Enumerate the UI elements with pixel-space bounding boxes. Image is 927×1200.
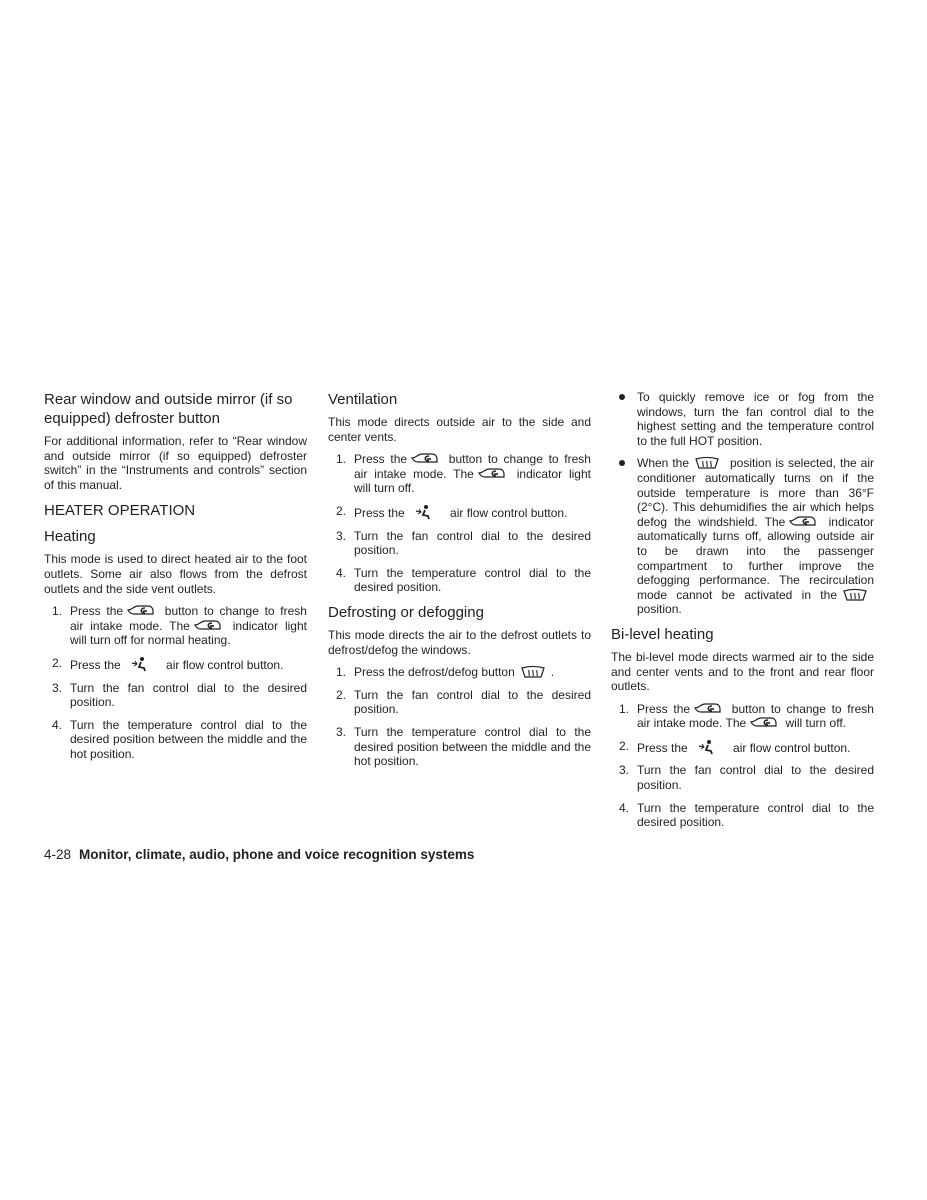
recirculation-icon <box>193 619 223 633</box>
step-text: air flow control button. <box>166 657 284 672</box>
list-item <box>328 688 591 717</box>
recirculation-icon <box>477 467 507 481</box>
list-item <box>328 566 591 595</box>
defog-tips <box>611 390 874 617</box>
step-text: Turn the temperature control dial to the desired position between the middle and the hot position. <box>354 724 591 769</box>
step-text: Turn the temperature control dial to the desired position between the middle and the hot position. <box>70 717 307 761</box>
step-text: . <box>550 665 555 680</box>
step-number: 4. <box>619 800 630 815</box>
list-item <box>611 763 874 792</box>
defrost-icon <box>520 665 546 679</box>
vent-mode-icon <box>413 504 433 520</box>
step-text: button to change to fresh air intake mode. The <box>354 452 591 481</box>
step-text: Press the defrost/defog button <box>354 665 515 680</box>
bullet-icon <box>619 394 625 400</box>
list-item <box>611 739 874 756</box>
paragraph-heating: This mode is used to direct heated air to the foot outlets. Some air also flows from the defrost outlets and the side vent outlets. <box>44 552 307 596</box>
step-text: Press the <box>70 604 124 619</box>
bullet-text: When the <box>637 456 690 471</box>
list-item <box>328 725 591 769</box>
section-heading-rear-defroster: Rear window and outside mirror (if so equipped) defroster button <box>44 391 293 427</box>
step-text: button to change to fresh air intake mode. The <box>637 701 874 731</box>
list-item <box>611 801 874 830</box>
subheading-bi-level: Bi-level heating <box>611 625 714 643</box>
list-item <box>44 718 307 762</box>
bullet-text: To quickly remove ice or fog from the windows, turn the fan control dial to the highest setting and the temperature control to the full HOT position. <box>637 390 874 448</box>
step-text: Turn the temperature control dial to the desired position. <box>354 565 591 595</box>
bi-level-steps <box>611 702 874 830</box>
step-number: 2. <box>52 655 63 670</box>
recirculation-icon <box>749 716 779 730</box>
step-text: Press the <box>354 505 405 520</box>
step-number: 2. <box>619 738 630 753</box>
defrosting-steps <box>328 665 591 769</box>
step-number: 3. <box>52 680 63 695</box>
foot-mode-icon <box>129 656 149 672</box>
step-text: air flow control button. <box>733 740 851 755</box>
list-item <box>611 390 874 448</box>
bullet-text: position is selected, the air conditioner automatically turns on if the outside temperature is more than 36°F (2°C). This dehumidifies the air which helps defog the windshield. The <box>637 456 874 529</box>
chapter-title: Monitor, climate, audio, phone and voice recognition systems <box>79 847 475 862</box>
step-text: Turn the fan control dial to the desired position. <box>70 680 307 710</box>
list-item <box>611 456 874 617</box>
step-number: 1. <box>336 452 347 467</box>
paragraph-defrosting: This mode directs the air to the defrost outlets to defrost/defog the windows. <box>328 627 591 657</box>
step-number: 3. <box>336 528 347 543</box>
defrost-icon <box>694 456 720 470</box>
step-number: 3. <box>336 724 347 739</box>
paragraph-ventilation: This mode directs outside air to the side and center vents. <box>328 415 591 444</box>
defrost-icon <box>842 588 868 602</box>
heating-steps <box>44 604 307 761</box>
step-number: 1. <box>619 701 630 716</box>
column-right <box>611 390 874 838</box>
step-number: 3. <box>619 763 630 778</box>
paragraph-bi-level: The bi-level mode directs warmed air to the side and center vents and to the front and rear floor outlets. <box>611 649 874 694</box>
step-text: Turn the fan control dial to the desired position. <box>354 687 591 717</box>
recirculation-icon <box>410 452 440 466</box>
step-text: Press the <box>70 657 121 672</box>
step-number: 4. <box>336 565 347 580</box>
page-footer <box>44 847 474 862</box>
step-text: indicator light will turn off for normal heating. <box>70 618 307 648</box>
step-text: air flow control button. <box>450 505 568 520</box>
step-text: button to change to fresh air intake mode. The <box>70 604 307 633</box>
subheading-defrosting: Defrosting or defogging <box>328 603 484 621</box>
step-number: 1. <box>336 665 347 680</box>
subheading-ventilation: Ventilation <box>328 391 398 408</box>
recirculation-icon <box>126 604 156 618</box>
step-number: 2. <box>336 503 347 518</box>
step-text: Press the <box>637 740 688 755</box>
list-item <box>44 681 307 710</box>
step-text: will turn off. <box>785 716 846 731</box>
list-item <box>44 656 307 673</box>
list-item <box>611 702 874 731</box>
list-item <box>328 665 591 680</box>
step-text: Press the <box>637 701 691 716</box>
step-text: Turn the fan control dial to the desired position. <box>354 528 591 558</box>
step-text: indicator light will turn off. <box>354 466 591 496</box>
recirculation-icon <box>693 702 723 716</box>
bullet-text: position. <box>637 602 682 617</box>
column-middle <box>328 390 591 777</box>
step-number: 4. <box>52 717 63 732</box>
list-item <box>328 504 591 521</box>
list-item <box>328 452 591 496</box>
column-left <box>44 390 307 770</box>
step-number: 1. <box>52 604 63 619</box>
subheading-heating: Heating <box>44 528 96 546</box>
step-text: Turn the temperature control dial to the desired position. <box>637 800 874 830</box>
step-text: Press the <box>354 452 408 467</box>
ventilation-steps <box>328 452 591 595</box>
paragraph-rear-defroster: For additional information, refer to “Rear window and outside mirror (if so equipped) defroster switch” in the “Instruments and controls” section of this manual. <box>44 434 307 492</box>
bi-level-mode-icon <box>696 739 716 755</box>
page-number: 4-28 <box>44 847 72 862</box>
step-text: Turn the fan control dial to the desired position. <box>637 763 874 793</box>
list-item <box>44 604 307 648</box>
recirculation-icon <box>788 515 818 529</box>
section-heading-heater-operation: HEATER OPERATION <box>44 502 196 520</box>
step-number: 2. <box>336 687 347 702</box>
bullet-text: indicator automatically turns off, allowing outside air to be drawn into the passenger compartment to further improve the defogging performance. The recirculation mode cannot be activated in the <box>637 514 874 602</box>
list-item <box>328 529 591 558</box>
bullet-icon <box>619 460 625 466</box>
